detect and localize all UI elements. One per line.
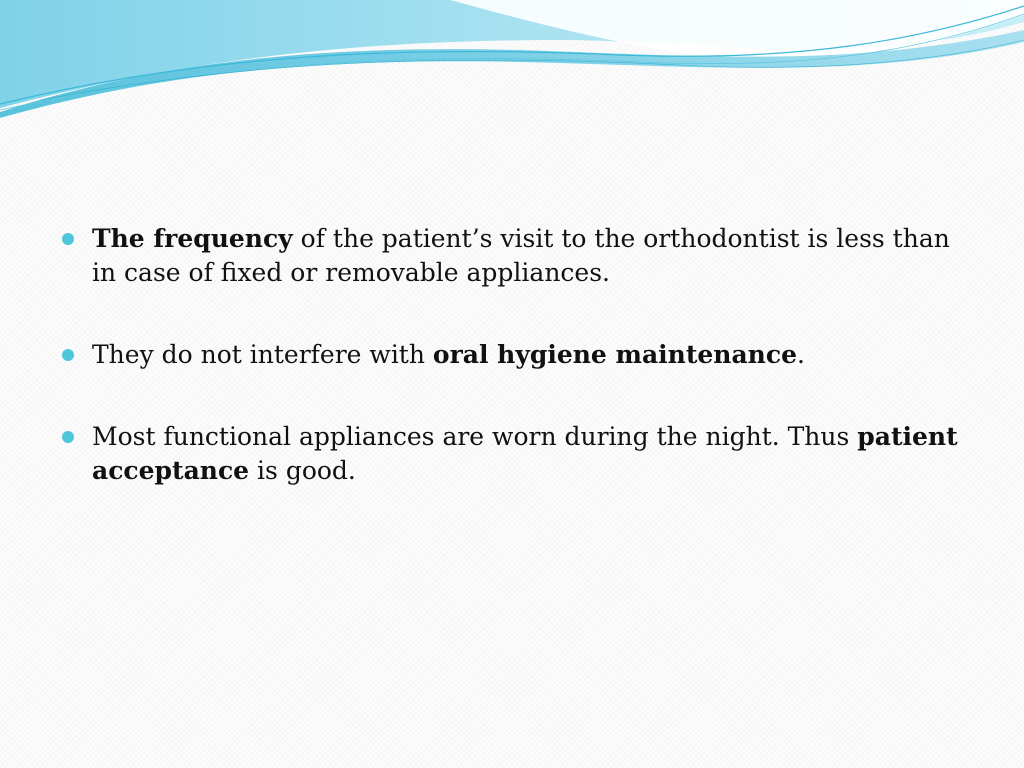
bullet-text: . bbox=[796, 340, 805, 369]
bullet-bold-text: oral hygiene maintenance bbox=[432, 340, 797, 369]
bullet-text: of the patient’s visit to the orthodontist is less than in case of fixed or removable appliances. bbox=[92, 224, 950, 287]
bullet-item-oral-hygiene bbox=[62, 338, 962, 372]
bullet-dot-icon bbox=[62, 349, 74, 361]
bullet-item-patient-acceptance bbox=[62, 420, 962, 488]
bullet-text: Most functional appliances are worn during the night. Thus bbox=[92, 422, 858, 451]
slide-content bbox=[62, 222, 962, 536]
bullet-text: They do not interfere with bbox=[92, 340, 433, 369]
bullet-dot-icon bbox=[62, 431, 74, 443]
bullet-dot-icon bbox=[62, 233, 74, 245]
bullet-text: is good. bbox=[249, 456, 356, 485]
bullet-item-frequency bbox=[62, 222, 962, 290]
bullet-list bbox=[62, 222, 962, 488]
bullet-bold-text: The frequency bbox=[92, 224, 293, 253]
wave-banner-decoration bbox=[0, 0, 1024, 120]
bullet-bold-text: patient acceptance bbox=[92, 422, 958, 485]
